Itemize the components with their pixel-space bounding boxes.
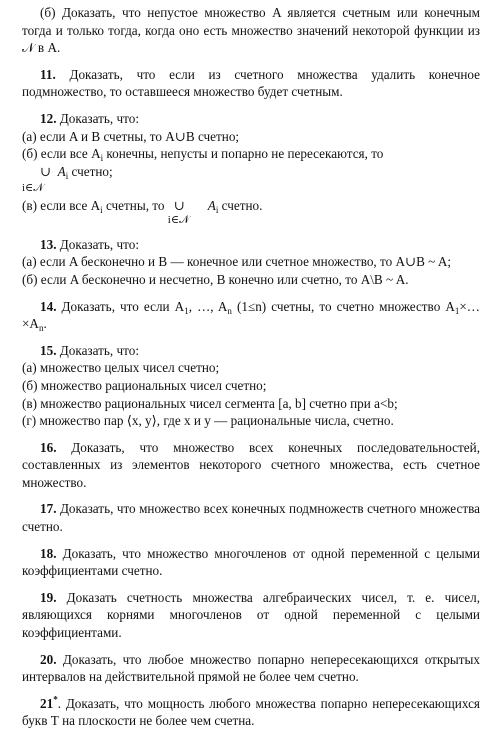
problem-text: , …, A: [188, 298, 228, 314]
problem-number: 20.: [40, 651, 57, 667]
union-index: i∈𝒩: [22, 181, 44, 194]
problem-number: 18.: [40, 545, 57, 561]
page: [22, 4, 480, 730]
problem-19: [22, 589, 480, 642]
problem-15-head: [22, 342, 480, 360]
problem-number: 19.: [40, 589, 57, 605]
subscript: i: [100, 204, 103, 215]
subscript: 1: [454, 305, 460, 316]
problem-12-c: [22, 197, 480, 229]
union-symbol: ∪: [40, 163, 52, 179]
problem-15-b: (б) множество рациональных чисел счетно;: [22, 377, 267, 393]
problem-13: [22, 236, 480, 289]
problem-17: [22, 500, 480, 535]
union-index: i∈𝒩: [167, 213, 190, 226]
problem-20: [22, 651, 480, 686]
subscript: i: [100, 153, 104, 164]
problem-12: [22, 110, 480, 229]
problem-text: Доказать, что если из счетного множества удалить конечное подмножество, то оставшееся множество будет счетным.: [22, 66, 480, 100]
problem-number: 11.: [40, 66, 56, 82]
item-text: счетны, то: [102, 197, 168, 213]
union-expression: [22, 163, 480, 197]
problem-13-a: (а) если A бесконечно и B — конечное или счетное множество, то A∪B ~ A;: [22, 254, 452, 270]
problem-13-b: (б) если A бесконечно и несчетно, B конечно или счетно, то A\B ~ A.: [22, 271, 409, 287]
subscript: n: [227, 305, 232, 316]
problem-text: Доказать, что:: [59, 236, 140, 252]
problem-text: Доказать, что множество всех конечных подмножеств счетного множества счетно.: [22, 501, 480, 535]
problem-18: [22, 545, 480, 580]
problem-text: . Доказать, что мощность любого множества попарно непересекающихся букв Т на плоскости не более чем счетна.: [22, 695, 480, 729]
problem-text: ×…×A: [22, 298, 480, 332]
problem-12-head: [22, 110, 480, 128]
problem-number: 13.: [40, 236, 57, 252]
problem-text: Доказать, что:: [59, 110, 140, 126]
problem-text: .: [43, 316, 47, 332]
problem-14: [22, 298, 480, 333]
problem-10b: (б) Доказать, что непустое множество A является счетным или конечным тогда и только тогда, когда оно есть множество значений некоторой функции из 𝒩 в A.: [22, 5, 480, 56]
union-expression: [167, 197, 208, 226]
problem-11: [22, 66, 480, 101]
subscript: i: [215, 204, 219, 215]
problem-text: Доказать, что если A: [61, 298, 185, 314]
problem-12-a: (а) если A и B счетны, то A∪B счетно;: [22, 128, 240, 144]
subscript: i: [65, 170, 69, 181]
problem-text: Доказать, что множество всех конечных последовательностей, составленных из элементов некоторого счетного множества, есть счетное множество.: [22, 439, 480, 490]
set-symbol: A: [57, 163, 66, 179]
subscript: n: [38, 323, 44, 334]
item-text: счетно.: [218, 197, 263, 213]
problem-text: Доказать, что множество многочленов от одной переменной с целыми коэффициентами счетно.: [22, 545, 480, 579]
star-mark: *: [53, 694, 58, 705]
problem-16: [22, 439, 480, 492]
item-text: (б) если все A: [22, 146, 101, 162]
problem-12-b: [22, 145, 480, 163]
problem-15-a: (а) множество целых чисел счетно;: [22, 360, 220, 376]
union-line: [40, 163, 113, 181]
union-symbol: ∪: [173, 197, 185, 213]
problem-15-c: (в) множество рациональных чисел сегмента [a, b] счетно при a<b;: [22, 395, 398, 411]
problem-text: Доказать счетность множества алгебраических чисел, т. е. чисел, являющихся корнями многочленов от одной переменной с целыми коэффициентами.: [22, 589, 481, 641]
problem-text: Доказать, что любое множество попарно непересекающихся открытых интервалов на действительной прямой не более чем счетно.: [22, 651, 481, 685]
item-text: конечны, непусты и попарно не пересекаются, то: [103, 146, 384, 162]
problem-number: 17.: [40, 501, 57, 517]
problem-number: 21: [40, 695, 54, 711]
set-symbol: A: [207, 197, 216, 213]
problem-15: [22, 342, 480, 430]
problem-number: 12.: [40, 110, 57, 126]
problem-text: Доказать, что:: [59, 342, 140, 358]
subscript: 1: [184, 305, 189, 316]
problem-number: 16.: [40, 439, 57, 455]
problem-number: 15.: [40, 342, 57, 358]
item-text: (в) если все A: [22, 197, 101, 213]
problem-21: [22, 695, 480, 730]
problem-text: (1≤n) счетны, то счетно множество A: [231, 298, 455, 314]
problem-15-d: (г) множество пар ⟨x, y⟩, где x и y — рациональные числа, счетно.: [22, 413, 394, 429]
problem-13-head: [22, 236, 480, 254]
problem-number: 14.: [40, 298, 57, 314]
item-text: счетно;: [68, 163, 113, 179]
